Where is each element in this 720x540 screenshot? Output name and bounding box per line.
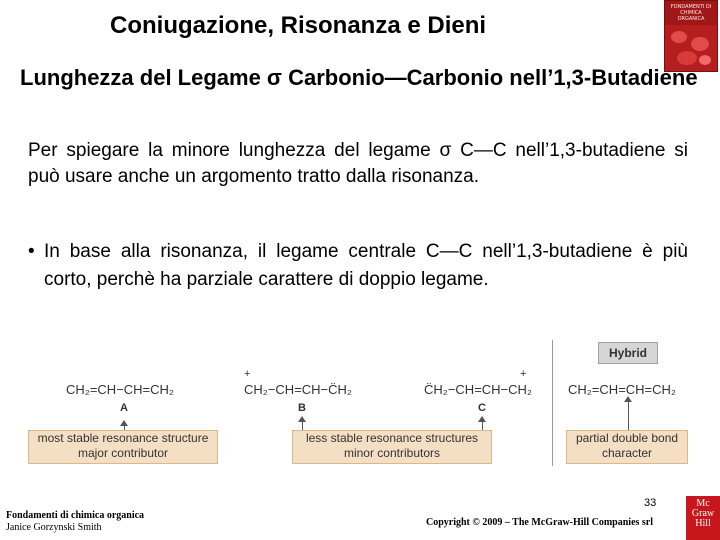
footer-author: Janice Gorzynski Smith <box>6 522 102 533</box>
major-contributor-box <box>28 430 218 464</box>
hybrid-label: Hybrid <box>598 342 658 364</box>
bullet-marker: • <box>28 241 35 262</box>
slide-subtitle: Lunghezza del Legame σ Carbonio—Carbonio nell’1,3-Butadiene <box>20 65 698 90</box>
box-line: most stable resonance structure <box>37 431 209 445</box>
structure-b-formula: CH₂−CH=CH−C̈H₂ <box>244 382 352 397</box>
bullet-point <box>28 238 688 294</box>
book-cover-text: FONDAMENTI DI CHIMICA ORGANICA <box>670 4 712 22</box>
box-line: partial double bond <box>575 431 679 445</box>
slide-title: Coniugazione, Risonanza e Dieni <box>110 12 487 39</box>
bullet-text: In base alla risonanza, il legame centrale C—C nell’1,3-butadiene è più corto, perchè ha parziale carattere di doppio legame. <box>44 241 688 290</box>
structure-b-plus: + <box>244 368 251 380</box>
structure-b-label: B <box>298 402 306 414</box>
box-line: major contributor <box>77 446 169 460</box>
footer-book-title: Fondamenti di chimica organica <box>6 510 145 521</box>
structure-c-formula: C̈H₂−CH=CH−CH₂ <box>424 382 532 397</box>
partial-double-bond-box <box>566 430 688 464</box>
structure-a-formula: CH₂=CH−CH=CH₂ <box>66 382 174 397</box>
logo-line: Graw <box>691 508 715 519</box>
box-line: character <box>601 446 653 460</box>
hybrid-structure-formula: CH₂=CH=CH=CH₂ <box>568 382 676 397</box>
structure-a-label: A <box>120 402 128 414</box>
box-line: less stable resonance structures <box>305 431 479 445</box>
figure-divider <box>552 340 553 466</box>
box-line: minor contributors <box>343 446 441 460</box>
publisher-logo <box>686 496 720 540</box>
logo-line: Hill <box>695 518 711 529</box>
footer-copyright: Copyright © 2009 – The McGraw-Hill Companies srl <box>426 517 654 528</box>
book-cover-image <box>664 0 718 72</box>
structure-c-label: C <box>478 402 486 414</box>
minor-contributors-box <box>292 430 492 464</box>
page-number: 33 <box>644 497 657 509</box>
structure-c-plus: + <box>520 368 527 380</box>
footer-book-info <box>6 510 144 534</box>
logo-line: Mc <box>696 498 710 509</box>
intro-paragraph: Per spiegare la minore lunghezza del legame σ C—C nell’1,3-butadiene si può usare anche un argomento tratto dalla risonanza. <box>28 140 688 187</box>
